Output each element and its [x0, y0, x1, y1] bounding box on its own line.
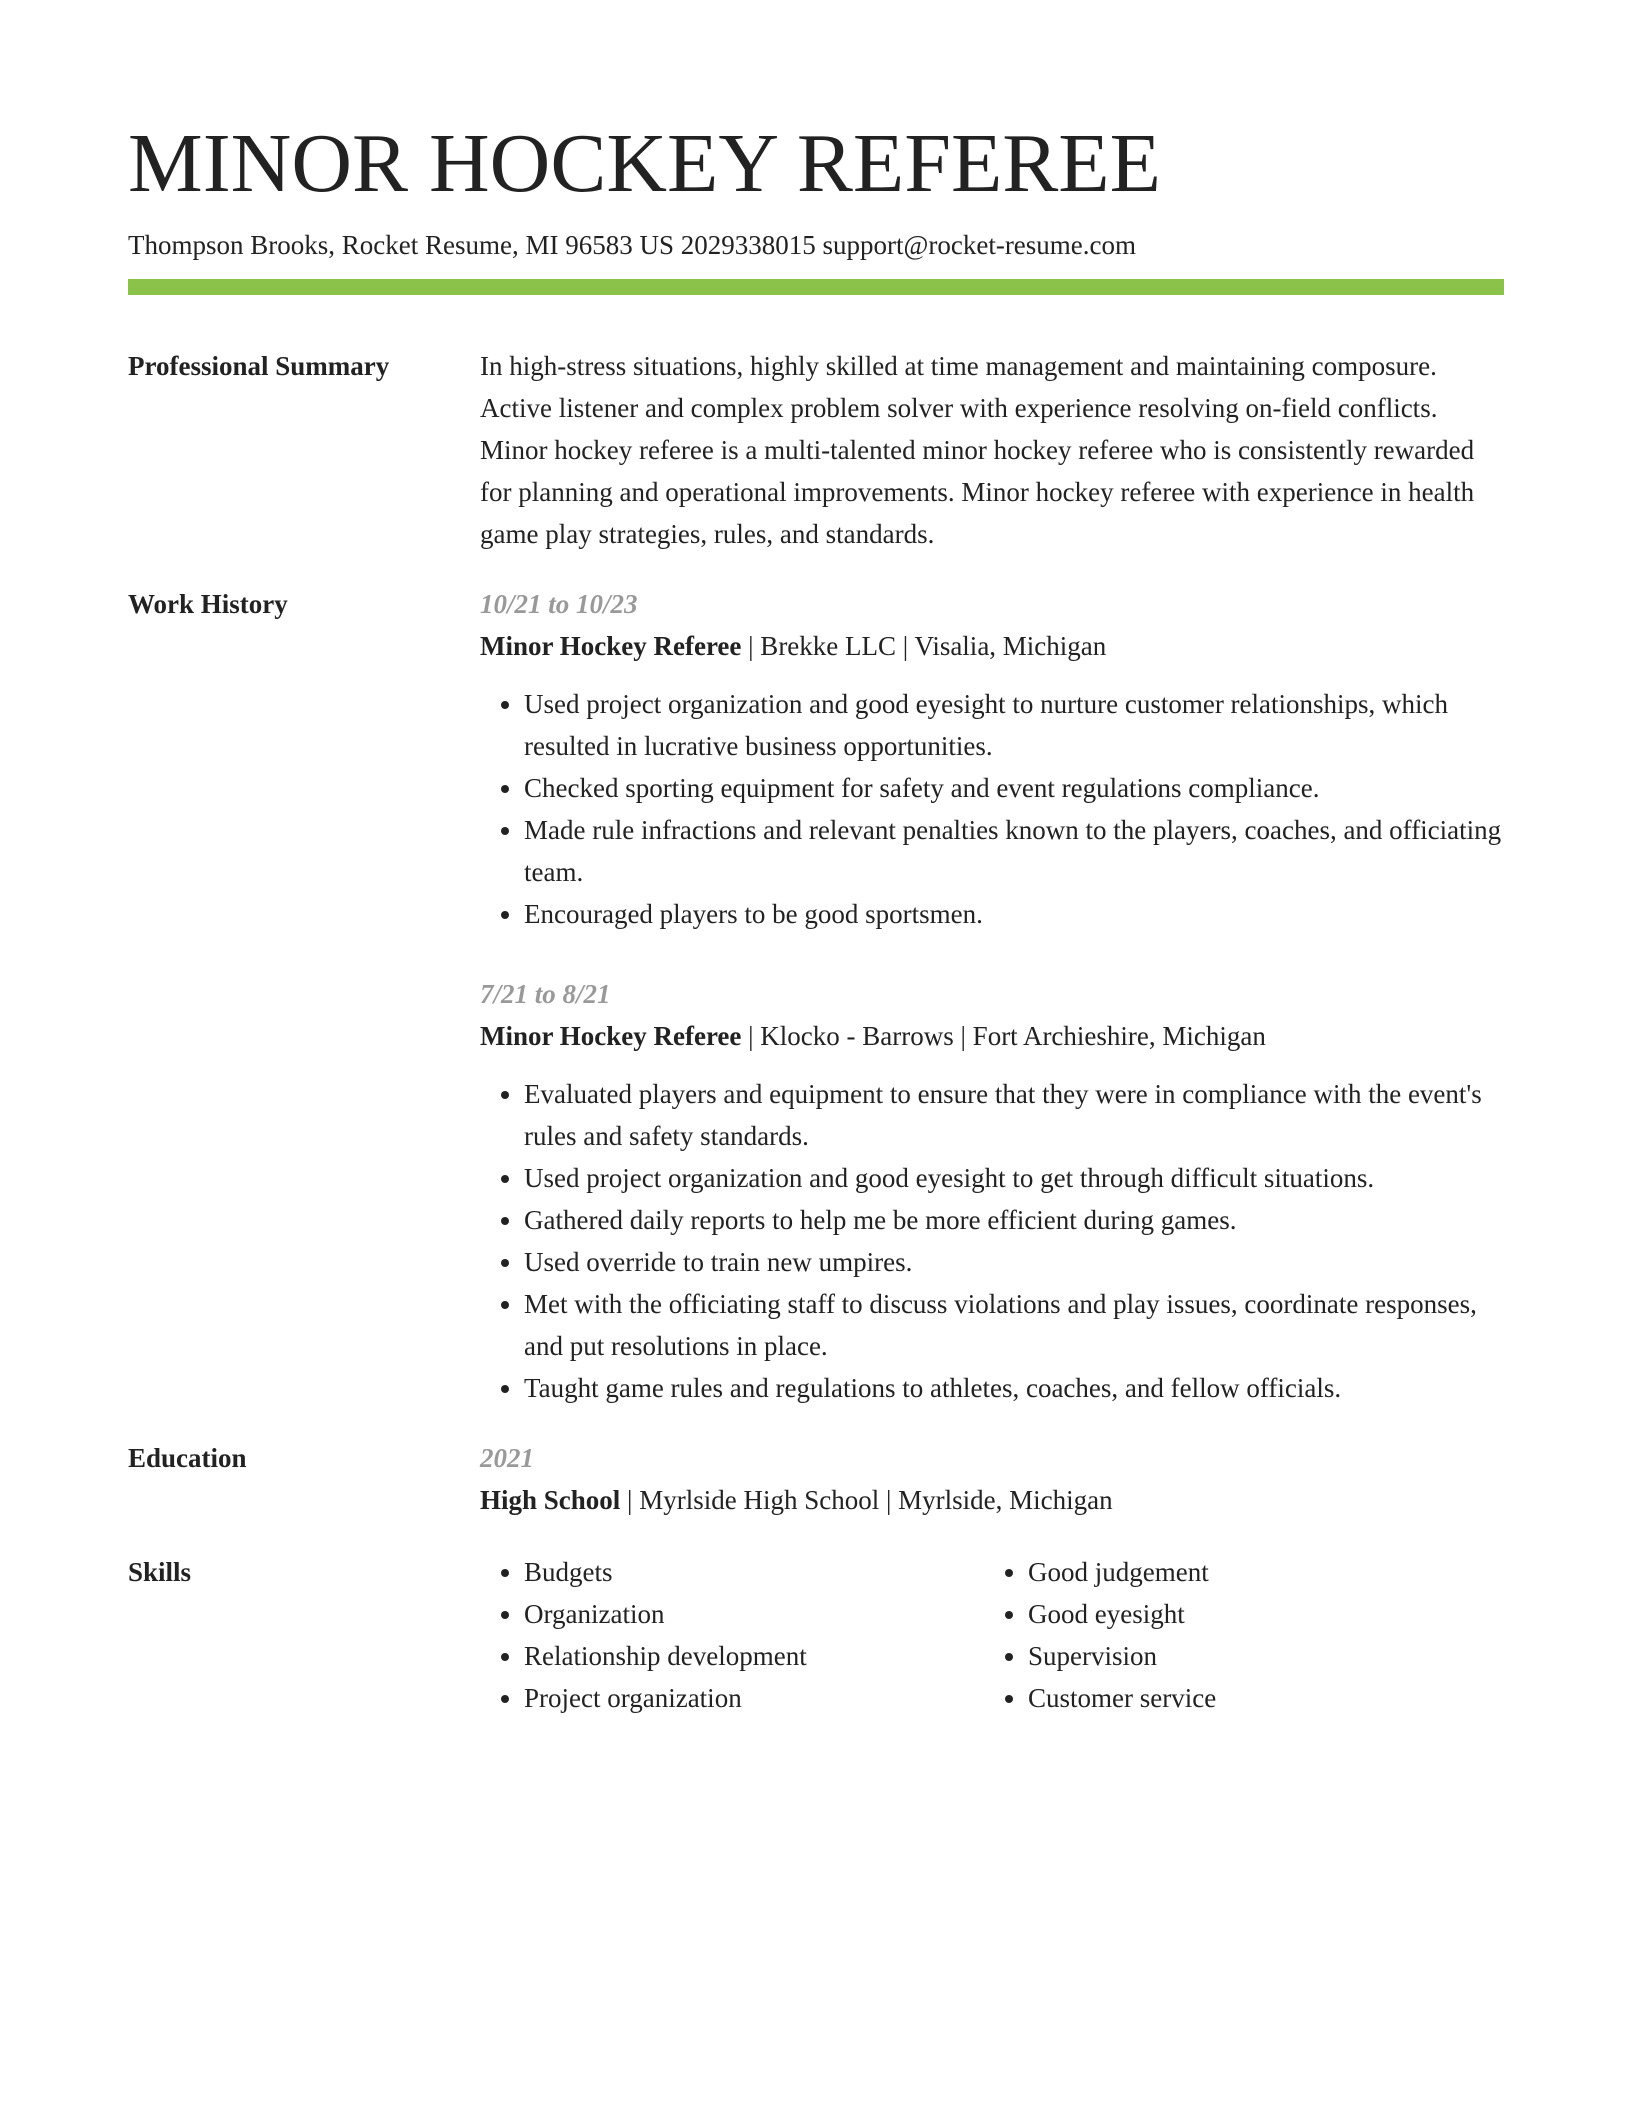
education-entry: [480, 1479, 1504, 1521]
job-bullet: • Met with the officiating staff to discuss violations and play issues, coordinate responses, and put resolutions in place.: [524, 1283, 1504, 1367]
resume-page: [128, 118, 1504, 1719]
work-history-heading: Work History: [128, 589, 288, 620]
accent-divider: [128, 279, 1504, 295]
skill-item: • Budgets: [524, 1551, 984, 1593]
job-bullet: • Encouraged players to be good sportsmen.: [524, 893, 1504, 935]
education-degree: High School: [480, 1485, 621, 1516]
job-entry: [480, 583, 1504, 935]
job-dates: 10/21 to 10/23: [480, 589, 638, 620]
contact-address: Rocket Resume, MI 96583 US: [341, 230, 674, 261]
job-bullet: • Used override to train new umpires.: [524, 1241, 1504, 1283]
skill-item: • Project organization: [524, 1677, 984, 1719]
summary-section: [128, 345, 1504, 555]
job-bullet: • Made rule infractions and relevant penalties known to the players, coaches, and officiating team.: [524, 809, 1504, 893]
skills-list-left: [480, 1551, 984, 1719]
contact-phone: 2029338015: [680, 230, 816, 261]
skills-columns: [480, 1551, 1504, 1719]
skill-item: • Good judgement: [1028, 1551, 1488, 1593]
skill-item: • Organization: [524, 1593, 984, 1635]
job-bullet-list: [480, 1073, 1504, 1409]
job-bullet: • Evaluated players and equipment to ensure that they were in compliance with the event's rules and safety standards.: [524, 1073, 1504, 1157]
summary-heading: Professional Summary: [128, 351, 390, 382]
job-dates: 7/21 to 8/21: [480, 979, 611, 1010]
job-title: Minor Hockey Referee: [480, 631, 742, 662]
job-bullet: • Gathered daily reports to help me be more efficient during games.: [524, 1199, 1504, 1241]
job-bullet: • Used project organization and good eyesight to nurture customer relationships, which resulted in lucrative business opportunities.: [524, 683, 1504, 767]
skills-list-right: [984, 1551, 1488, 1719]
job-bullet: • Used project organization and good eyesight to get through difficult situations.: [524, 1157, 1504, 1199]
job-header: [480, 1015, 1504, 1057]
skill-item: • Customer service: [1028, 1677, 1488, 1719]
job-details: | Brekke LLC | Visalia, Michigan: [741, 631, 1107, 662]
job-title: Minor Hockey Referee: [480, 1021, 742, 1052]
job-details: | Klocko - Barrows | Fort Archieshire, Michigan: [741, 1021, 1266, 1052]
work-history-section: [128, 583, 1504, 1409]
skill-item: • Relationship development: [524, 1635, 984, 1677]
education-section: [128, 1437, 1504, 1521]
skill-item: • Good eyesight: [1028, 1593, 1488, 1635]
contact-line: [128, 230, 1504, 261]
contact-person: Thompson Brooks,: [128, 230, 336, 261]
resume-name-heading: MINOR HOCKEY REFEREE: [128, 117, 1161, 210]
job-bullet: • Checked sporting equipment for safety and event regulations compliance.: [524, 767, 1504, 809]
job-bullet: • Taught game rules and regulations to athletes, coaches, and fellow officials.: [524, 1367, 1504, 1409]
education-date: 2021: [480, 1443, 534, 1474]
skills-section: [128, 1551, 1504, 1719]
job-bullet-list: [480, 683, 1504, 935]
skill-item: • Supervision: [1028, 1635, 1488, 1677]
job-header: [480, 625, 1504, 667]
education-heading: Education: [128, 1443, 247, 1474]
contact-email: support@rocket-resume.com: [822, 230, 1137, 261]
skills-heading: Skills: [128, 1557, 192, 1588]
summary-text: In high-stress situations, highly skilled at time management and maintaining composure. Active listener and complex problem solver with experience resolving on-field conflicts. Minor hockey referee is a multi-talented minor hockey referee who is consistently rewarded for planning and operational improvements. Minor hockey referee with experience in health game play strategies, rules, and standards.: [480, 351, 1475, 550]
job-entry: [480, 973, 1504, 1409]
education-details: | Myrlside High School | Myrlside, Michigan: [620, 1485, 1113, 1516]
